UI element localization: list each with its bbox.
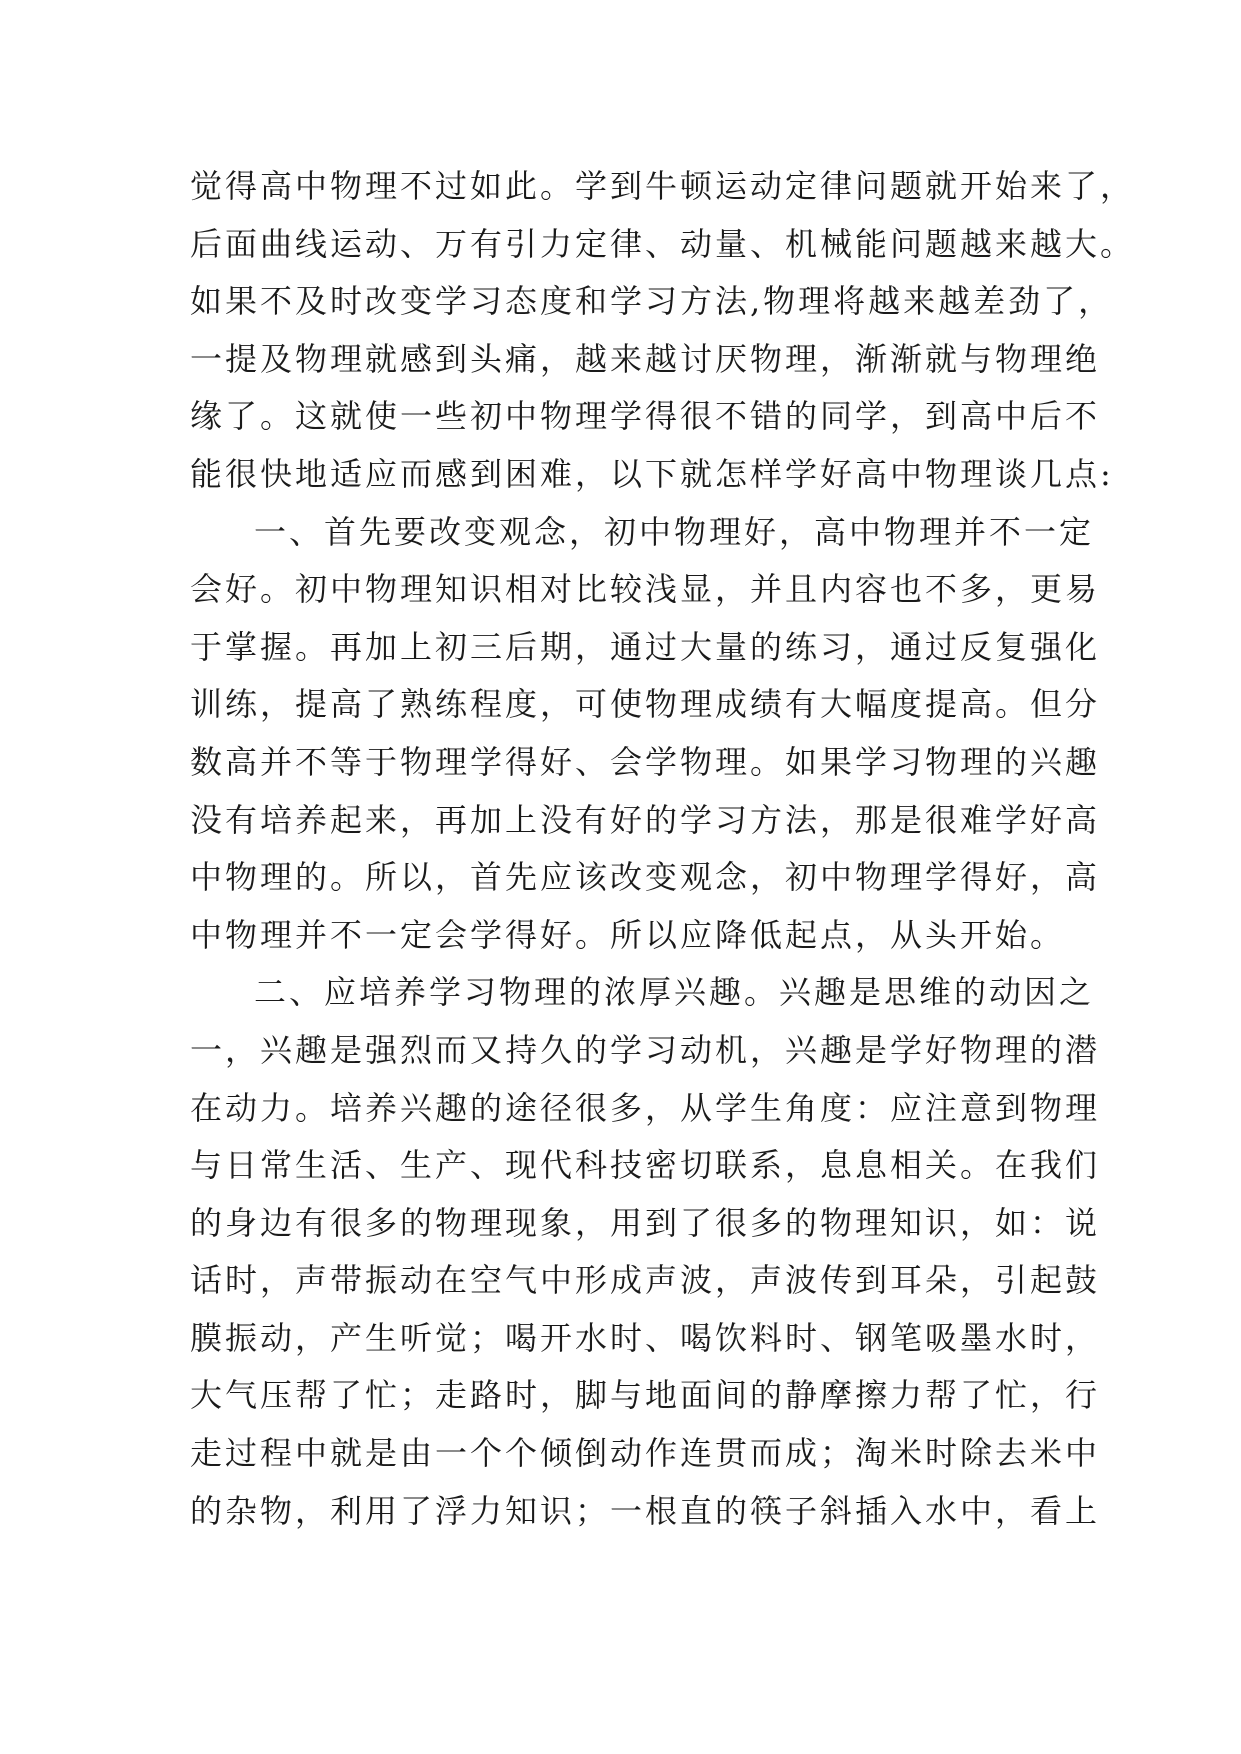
text-line: 训练，提高了熟练程度，可使物理成绩有大幅度提高。但分 [190,685,1101,724]
text-line: 中物理并不一定会学得好。所以应降低起点，从头开始。 [190,915,1066,954]
text-line: 大气压帮了忙；走路时，脚与地面间的静摩擦力帮了忙，行 [190,1376,1101,1415]
text-line: 缘了。这就使一些初中物理学得很不错的同学，到高中后不 [190,397,1101,436]
text-line: 觉得高中物理不过如此。学到牛顿运动定律问题就开始来了， [190,167,1136,205]
document-body [190,158,1136,1540]
text-line: 中物理的。所以，首先应该改变观念，初中物理学得好，高 [190,858,1101,897]
text-line: 会好。初中物理知识相对比较浅显，并且内容也不多，更易 [190,570,1101,609]
text-line: 数高并不等于物理学得好、会学物理。如果学习物理的兴趣 [190,742,1101,781]
text-line: 一，兴趣是强烈而又持久的学习动机，兴趣是学好物理的潜 [190,1030,1101,1069]
text-line: 后面曲线运动、万有引力定律、动量、机械能问题越来越大。 [190,224,1136,263]
paragraph-first-line: 一、首先要改变观念，初中物理好，高中物理并不一定 [254,512,1095,551]
text-line: 的身边有很多的物理现象，用到了很多的物理知识，如：说 [190,1203,1101,1242]
text-line: 一提及物理就感到头痛，越来越讨厌物理，渐渐就与物理绝 [190,339,1101,378]
text-line: 膜振动，产生听觉；喝开水时、喝饮料时、钢笔吸墨水时， [190,1318,1101,1357]
text-line: 走过程中就是由一个个倾倒动作连贯而成；淘米时除去米中 [190,1434,1101,1473]
text-line: 的杂物，利用了浮力知识；一根直的筷子斜插入水中，看上 [190,1491,1101,1530]
text-line: 能很快地适应而感到困难，以下就怎样学好高中物理谈几点: [190,454,1114,493]
text-line: 在动力。培养兴趣的途径很多，从学生角度：应注意到物理 [190,1088,1101,1127]
text-line: 话时，声带振动在空气中形成声波，声波传到耳朵，引起鼓 [190,1261,1101,1300]
text-line: 没有培养起来，再加上没有好的学习方法，那是很难学好高 [190,800,1101,839]
text-line: 与日常生活、生产、现代科技密切联系，息息相关。在我们 [190,1146,1101,1185]
text-line: 如果不及时改变学习态度和学习方法,物理将越来越差劲了， [190,282,1114,321]
text-line: 于掌握。再加上初三后期，通过大量的练习，通过反复强化 [190,627,1101,666]
paragraph-first-line: 二、应培养学习物理的浓厚兴趣。兴趣是思维的动因之 [254,973,1095,1012]
